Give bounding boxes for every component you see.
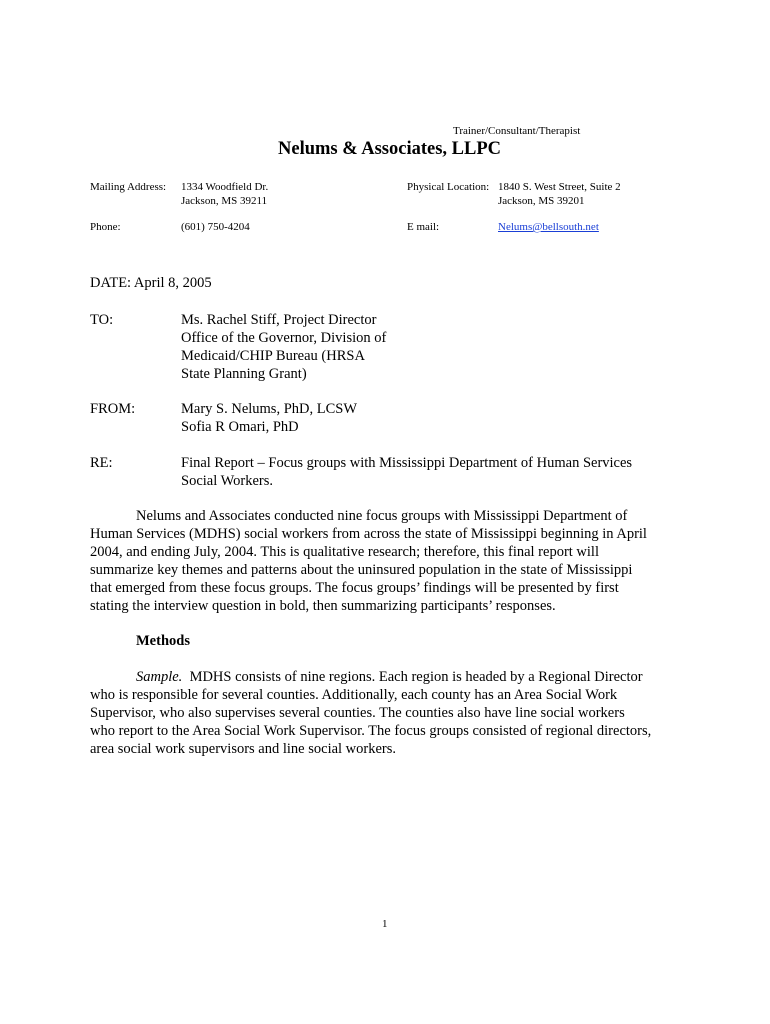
- letterhead-tagline: Trainer/Consultant/Therapist: [453, 125, 581, 137]
- mailing-address-line2: Jackson, MS 39211: [181, 195, 268, 207]
- memo-from-line: Sofia R Omari, PhD: [181, 419, 299, 435]
- sample-first-line-rest: MDHS consists of nine regions. Each region is headed by a Regional Director: [182, 669, 643, 685]
- email-label: E mail:: [407, 221, 440, 233]
- intro-line: 2004, and ending July, 2004. This is qualitative research; therefore, this final report will: [90, 544, 599, 560]
- mailing-address-label: Mailing Address:: [90, 181, 167, 193]
- memo-to-line: Medicaid/CHIP Bureau (HRSA: [181, 348, 365, 364]
- memo-to-line: Office of the Governor, Division of: [181, 330, 387, 346]
- memo-to-line: Ms. Rachel Stiff, Project Director: [181, 312, 377, 328]
- page-number: 1: [382, 918, 388, 930]
- mailing-address-line1: 1334 Woodfield Dr.: [181, 181, 269, 193]
- intro-line: stating the interview question in bold, then summarizing participants’ responses.: [90, 598, 556, 614]
- memo-re-line: Social Workers.: [181, 473, 273, 489]
- memo-from-line: Mary S. Nelums, PhD, LCSW: [181, 401, 358, 417]
- methods-heading: Methods: [136, 633, 190, 649]
- sample-paragraph: [90, 668, 690, 758]
- memo-date: DATE: April 8, 2005: [90, 275, 212, 291]
- phone-value: (601) 750-4204: [181, 221, 250, 233]
- sample-line: who report to the Area Social Work Supervisor. The focus groups consisted of regional directors,: [90, 723, 652, 739]
- intro-line: summarize key themes and patterns about the uninsured population in the state of Mississippi: [90, 562, 633, 578]
- memo-from-label: FROM:: [90, 401, 136, 417]
- intro-line: Nelums and Associates conducted nine focus groups with Mississippi Department of: [136, 508, 628, 524]
- sample-line: who is responsible for several counties. Additionally, each county has an Area Social Work: [90, 687, 618, 703]
- intro-paragraph: [90, 507, 690, 615]
- phone-label: Phone:: [90, 221, 121, 233]
- email-link[interactable]: Nelums@bellsouth.net: [498, 221, 599, 233]
- physical-location-line2: Jackson, MS 39201: [498, 195, 585, 207]
- physical-location-label: Physical Location:: [407, 181, 490, 193]
- memo-to-line: State Planning Grant): [181, 366, 307, 382]
- sample-first-line: [90, 668, 690, 686]
- memo-re-line: Final Report – Focus groups with Mississippi Department of Human Services: [181, 455, 633, 471]
- sample-lead: Sample.: [136, 669, 183, 685]
- physical-location-line1: 1840 S. West Street, Suite 2: [498, 181, 621, 193]
- memo-to-label: TO:: [90, 312, 114, 328]
- memo-re-label: RE:: [90, 455, 113, 471]
- intro-line: Human Services (MDHS) social workers from across the state of Mississippi beginning in April: [90, 526, 647, 542]
- sample-line: area social work supervisors and line social workers.: [90, 741, 397, 757]
- sample-line: Supervisor, who also supervises several counties. The counties also have line social workers: [90, 705, 625, 721]
- intro-line: that emerged from these focus groups. The focus groups’ findings will be presented by first: [90, 580, 619, 596]
- company-name: Nelums & Associates, LLPC: [278, 139, 502, 159]
